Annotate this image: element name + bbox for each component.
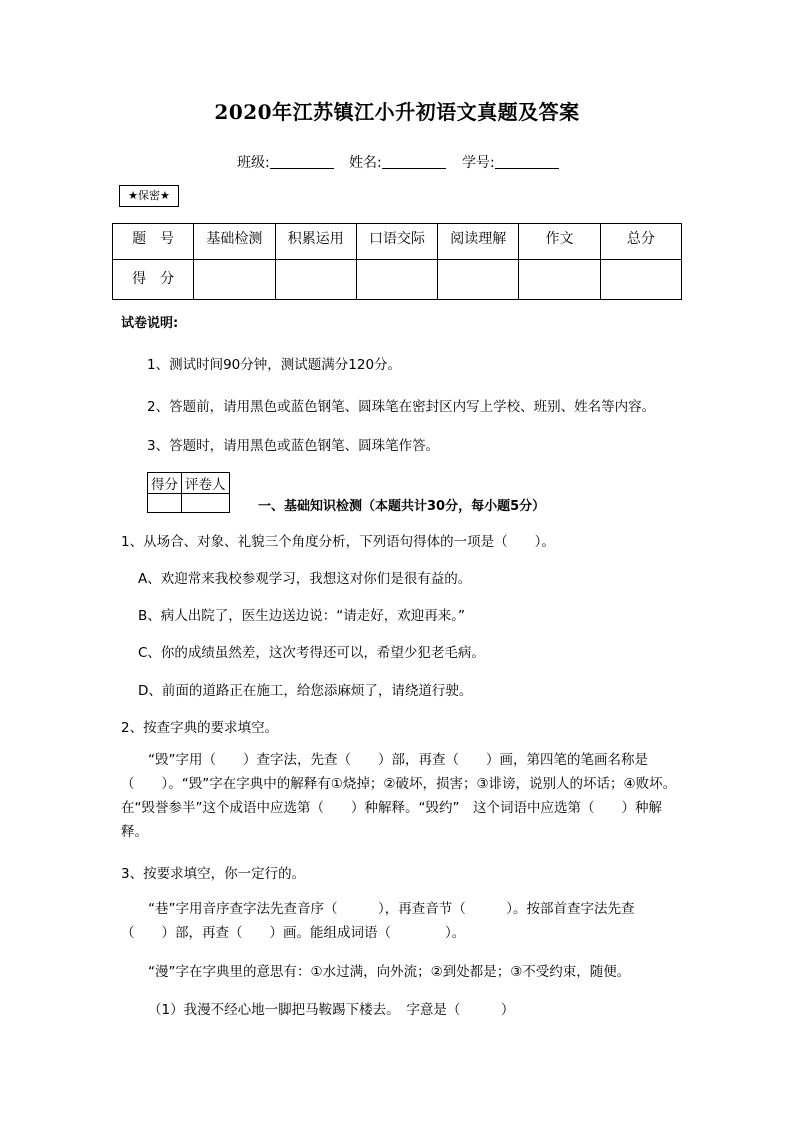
class-field [237,152,334,172]
class-blank [270,154,334,169]
score-cell [356,260,437,300]
page-title: 2020年江苏镇江小升初语文真题及答案 [214,100,580,124]
question-1-option-d: D、前面的道路正在施工，给您添麻烦了，请绕道行驶。 [138,683,473,699]
grader-name-label: 评卷人 [182,473,230,494]
name-blank [382,154,446,169]
score-cell [519,260,600,300]
class-label: 班级: [237,155,270,171]
score-header-cell: 总分 [600,224,681,260]
question-3-body: “巷”字用音序查字法先查音序（ ），再查音节（ ）。按部首查字法先查（ ）部，再查（ ）画。能组成词语（ ）。 [121,901,635,941]
score-cell [194,260,275,300]
score-table [112,223,682,300]
instruction-item: 3、答题时，请用黑色或蓝色钢笔、圆珠笔作答。 [147,438,440,454]
grader-name-cell [182,494,230,513]
question-2-body: “毁”字用（ ）查字法，先查（ ）部，再查（ ）画，第四笔的笔画名称是（ ）。“毁”字在字典中的解释有①烧掉；②破坏，损害；③诽谤，说别人的坏话；④败坏。在“毁誉参半”这个成语中应选第（ ）种解释。“毁约” 这个词语中应选第（ ）种解释。 [121,752,677,840]
grader-table [147,472,230,513]
instruction-item: 1、测试时间90分钟，测试题满分120分。 [147,357,402,373]
score-row-label: 得 分 [113,260,194,300]
id-field [462,152,559,172]
score-header-cell: 作文 [519,224,600,260]
question-1-option-c: C、你的成绩虽然差，这次考得还可以，希望少犯老毛病。 [138,645,485,661]
id-blank [495,154,559,169]
score-header-cell: 积累运用 [275,224,356,260]
score-table-score-row [113,260,682,300]
score-cell [438,260,519,300]
question-1-option-b: B、病人出院了，医生边送边说：“请走好，欢迎再来。” [138,608,465,624]
score-header-cell: 阅读理解 [438,224,519,260]
section-title: 一、基础知识检测（本题共计30分，每小题5分） [258,499,546,514]
grader-score-label: 得分 [148,473,182,494]
question-2-stem: 2、按查字典的要求填空。 [121,720,279,736]
question-1-option-a: A、欢迎常来我校参观学习，我想这对你们是很有益的。 [138,571,472,587]
id-label: 学号: [462,155,495,171]
question-3-sub-1: （1）我漫不经心地一脚把马鞍踢下楼去。 字意是（ ） [148,1002,515,1018]
score-table-header-row [113,224,682,260]
score-cell [600,260,681,300]
question-1-stem: 1、从场合、对象、礼貌三个角度分析，下列语句得体的一项是（ ）。 [121,534,555,550]
score-header-cell: 口语交际 [356,224,437,260]
score-cell [275,260,356,300]
question-3-meaning: “漫”字在字典里的意思有：①水过满，向外流；②到处都是；③不受约束，随便。 [148,964,631,980]
question-3-stem: 3、按要求填空，你一定行的。 [121,866,306,882]
score-header-cell: 基础检测 [194,224,275,260]
name-label: 姓名: [349,155,382,171]
instruction-item: 2、答题前，请用黑色或蓝色钢笔、圆珠笔在密封区内写上学校、班别、姓名等内容。 [147,399,656,415]
instructions-title: 试卷说明: [121,316,179,331]
secret-badge: ★保密★ [119,185,179,207]
score-header-cell: 题 号 [113,224,194,260]
name-field [349,152,446,172]
grader-score-cell [148,494,182,513]
